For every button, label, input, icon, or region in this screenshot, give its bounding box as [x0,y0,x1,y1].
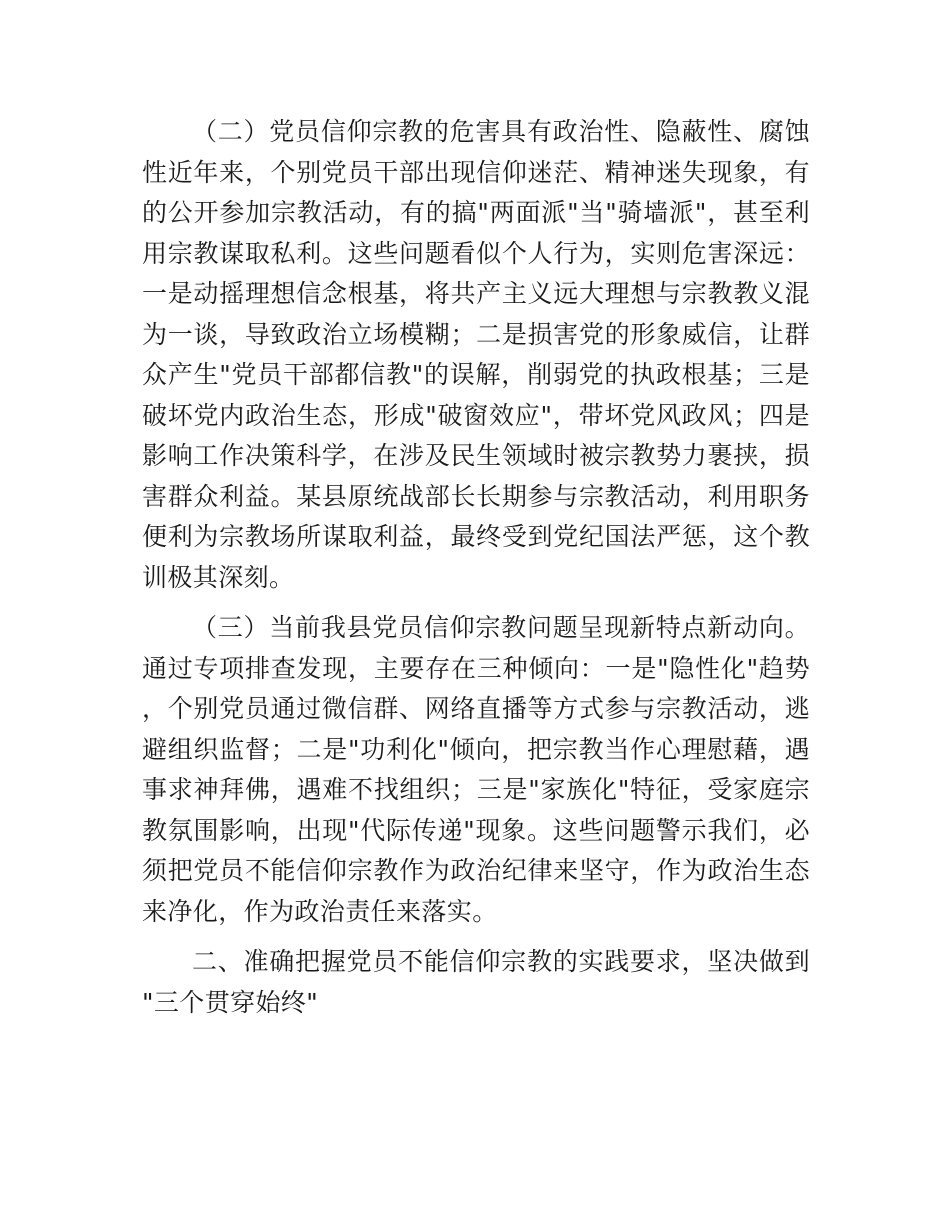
document-body [142,112,810,1023]
paragraph-harms: （二）党员信仰宗教的危害具有政治性、隐蔽性、腐蚀性近年来，个别党员干部出现信仰迷茫、精神迷失现象，有的公开参加宗教活动，有的搞"两面派"当"骑墙派"，甚至利用宗教谋取私利。这些问题看似个人行为，实则危害深远：一是动摇理想信念根基，将共产主义远大理想与宗教教义混为一谈，导致政治立场模糊；二是损害党的形象威信，让群众产生"党员干部都信教"的误解，削弱党的执政根基；三是破坏党内政治生态，形成"破窗效应"，带坏党风政风；四是影响工作决策科学，在涉及民生领域时被宗教势力裹挟，损害群众利益。某县原统战部长长期参与宗教活动，利用职务便利为宗教场所谋取利益，最终受到党纪国法严惩，这个教训极其深刻。 [142,117,810,592]
section-heading: 二、准确把握党员不能信仰宗教的实践要求，坚决做到"三个贯穿始终" [142,947,810,1017]
paragraph-new-trends: （三）当前我县党员信仰宗教问题呈现新特点新动向。通过专项排查发现，主要存在三种倾向：一是"隐性化"趋势，个别党员通过微信群、网络直播等方式参与宗教活动，逃避组织监督；二是"功利化"倾向，把宗教当作心理慰藉，遇事求神拜佛，遇难不找组织；三是"家族化"特征，受家庭宗教氛围影响，出现"代际传递"现象。这些问题警示我们，必须把党员不能信仰宗教作为政治纪律来坚守，作为政治生态来净化，作为政治责任来落实。 [142,613,810,926]
